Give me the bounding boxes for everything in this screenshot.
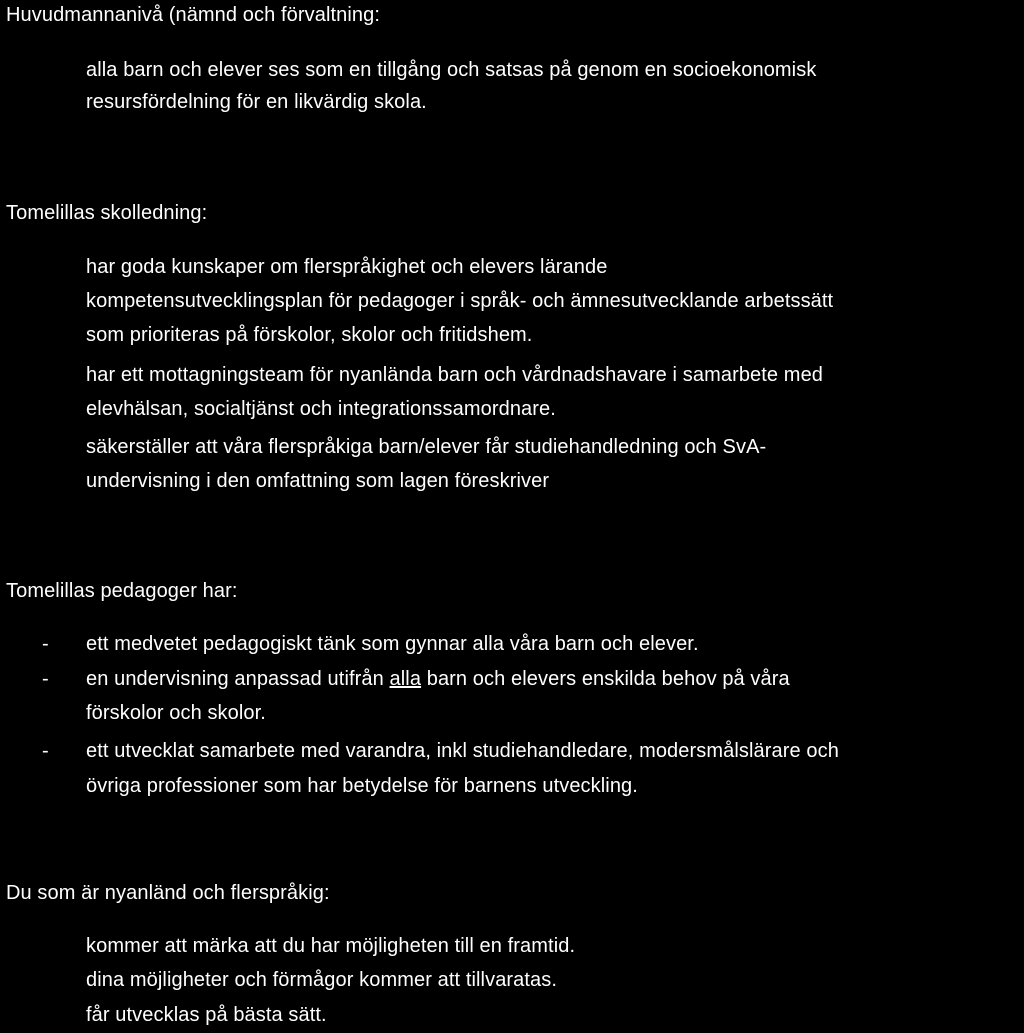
list-item-continuation: övriga professioner som har betydelse för barnens utveckling. xyxy=(86,775,638,797)
text-line: har ett mottagningsteam för nyanlända barn och vårdnadshavare i samarbete med xyxy=(86,364,824,386)
list-item xyxy=(86,666,790,692)
text-line: alla barn och elever ses som en tillgång och satsas på genom en socioekonomisk xyxy=(86,59,817,81)
list-item-text: en undervisning anpassad utifrån xyxy=(86,668,390,690)
section-heading-skolledning: Tomelillas skolledning: xyxy=(6,202,208,224)
text-line: elevhälsan, socialtjänst och integrationssamordnare. xyxy=(86,398,556,420)
bullet-dash: - xyxy=(42,668,49,690)
list-item: ett utvecklat samarbete med varandra, inkl studiehandledare, modersmålslärare och xyxy=(86,740,839,762)
list-item: ett medvetet pedagogiskt tänk som gynnar alla våra barn och elever. xyxy=(86,633,699,655)
text-line: resursfördelning för en likvärdig skola. xyxy=(86,91,427,113)
list-item-text: barn och elevers enskilda behov på våra xyxy=(421,668,790,690)
bullet-dash: - xyxy=(42,740,49,762)
text-line: som prioriteras på förskolor, skolor och fritidshem. xyxy=(86,324,533,346)
text-line: säkerställer att våra flerspråkiga barn/elever får studiehandledning och SvA- xyxy=(86,436,767,458)
text-line: kompetensutvecklingsplan för pedagoger i språk- och ämnesutvecklande arbetssätt xyxy=(86,290,834,312)
list-item-continuation: förskolor och skolor. xyxy=(86,702,266,724)
underlined-word: alla xyxy=(389,668,422,690)
text-line: har goda kunskaper om flerspråkighet och elevers lärande xyxy=(86,256,608,278)
section-heading-huvudman: Huvudmannanivå (nämnd och förvaltning: xyxy=(6,4,381,26)
text-line: kommer att märka att du har möjligheten till en framtid. xyxy=(86,935,576,957)
text-line: får utvecklas på bästa sätt. xyxy=(86,1004,327,1026)
bullet-dash: - xyxy=(42,633,49,655)
section-heading-pedagoger: Tomelillas pedagoger har: xyxy=(6,580,238,602)
text-line: undervisning i den omfattning som lagen föreskriver xyxy=(86,470,550,492)
section-heading-nyanland: Du som är nyanländ och flerspråkig: xyxy=(6,882,330,904)
text-line: dina möjligheter och förmågor kommer att tillvaratas. xyxy=(86,969,558,991)
